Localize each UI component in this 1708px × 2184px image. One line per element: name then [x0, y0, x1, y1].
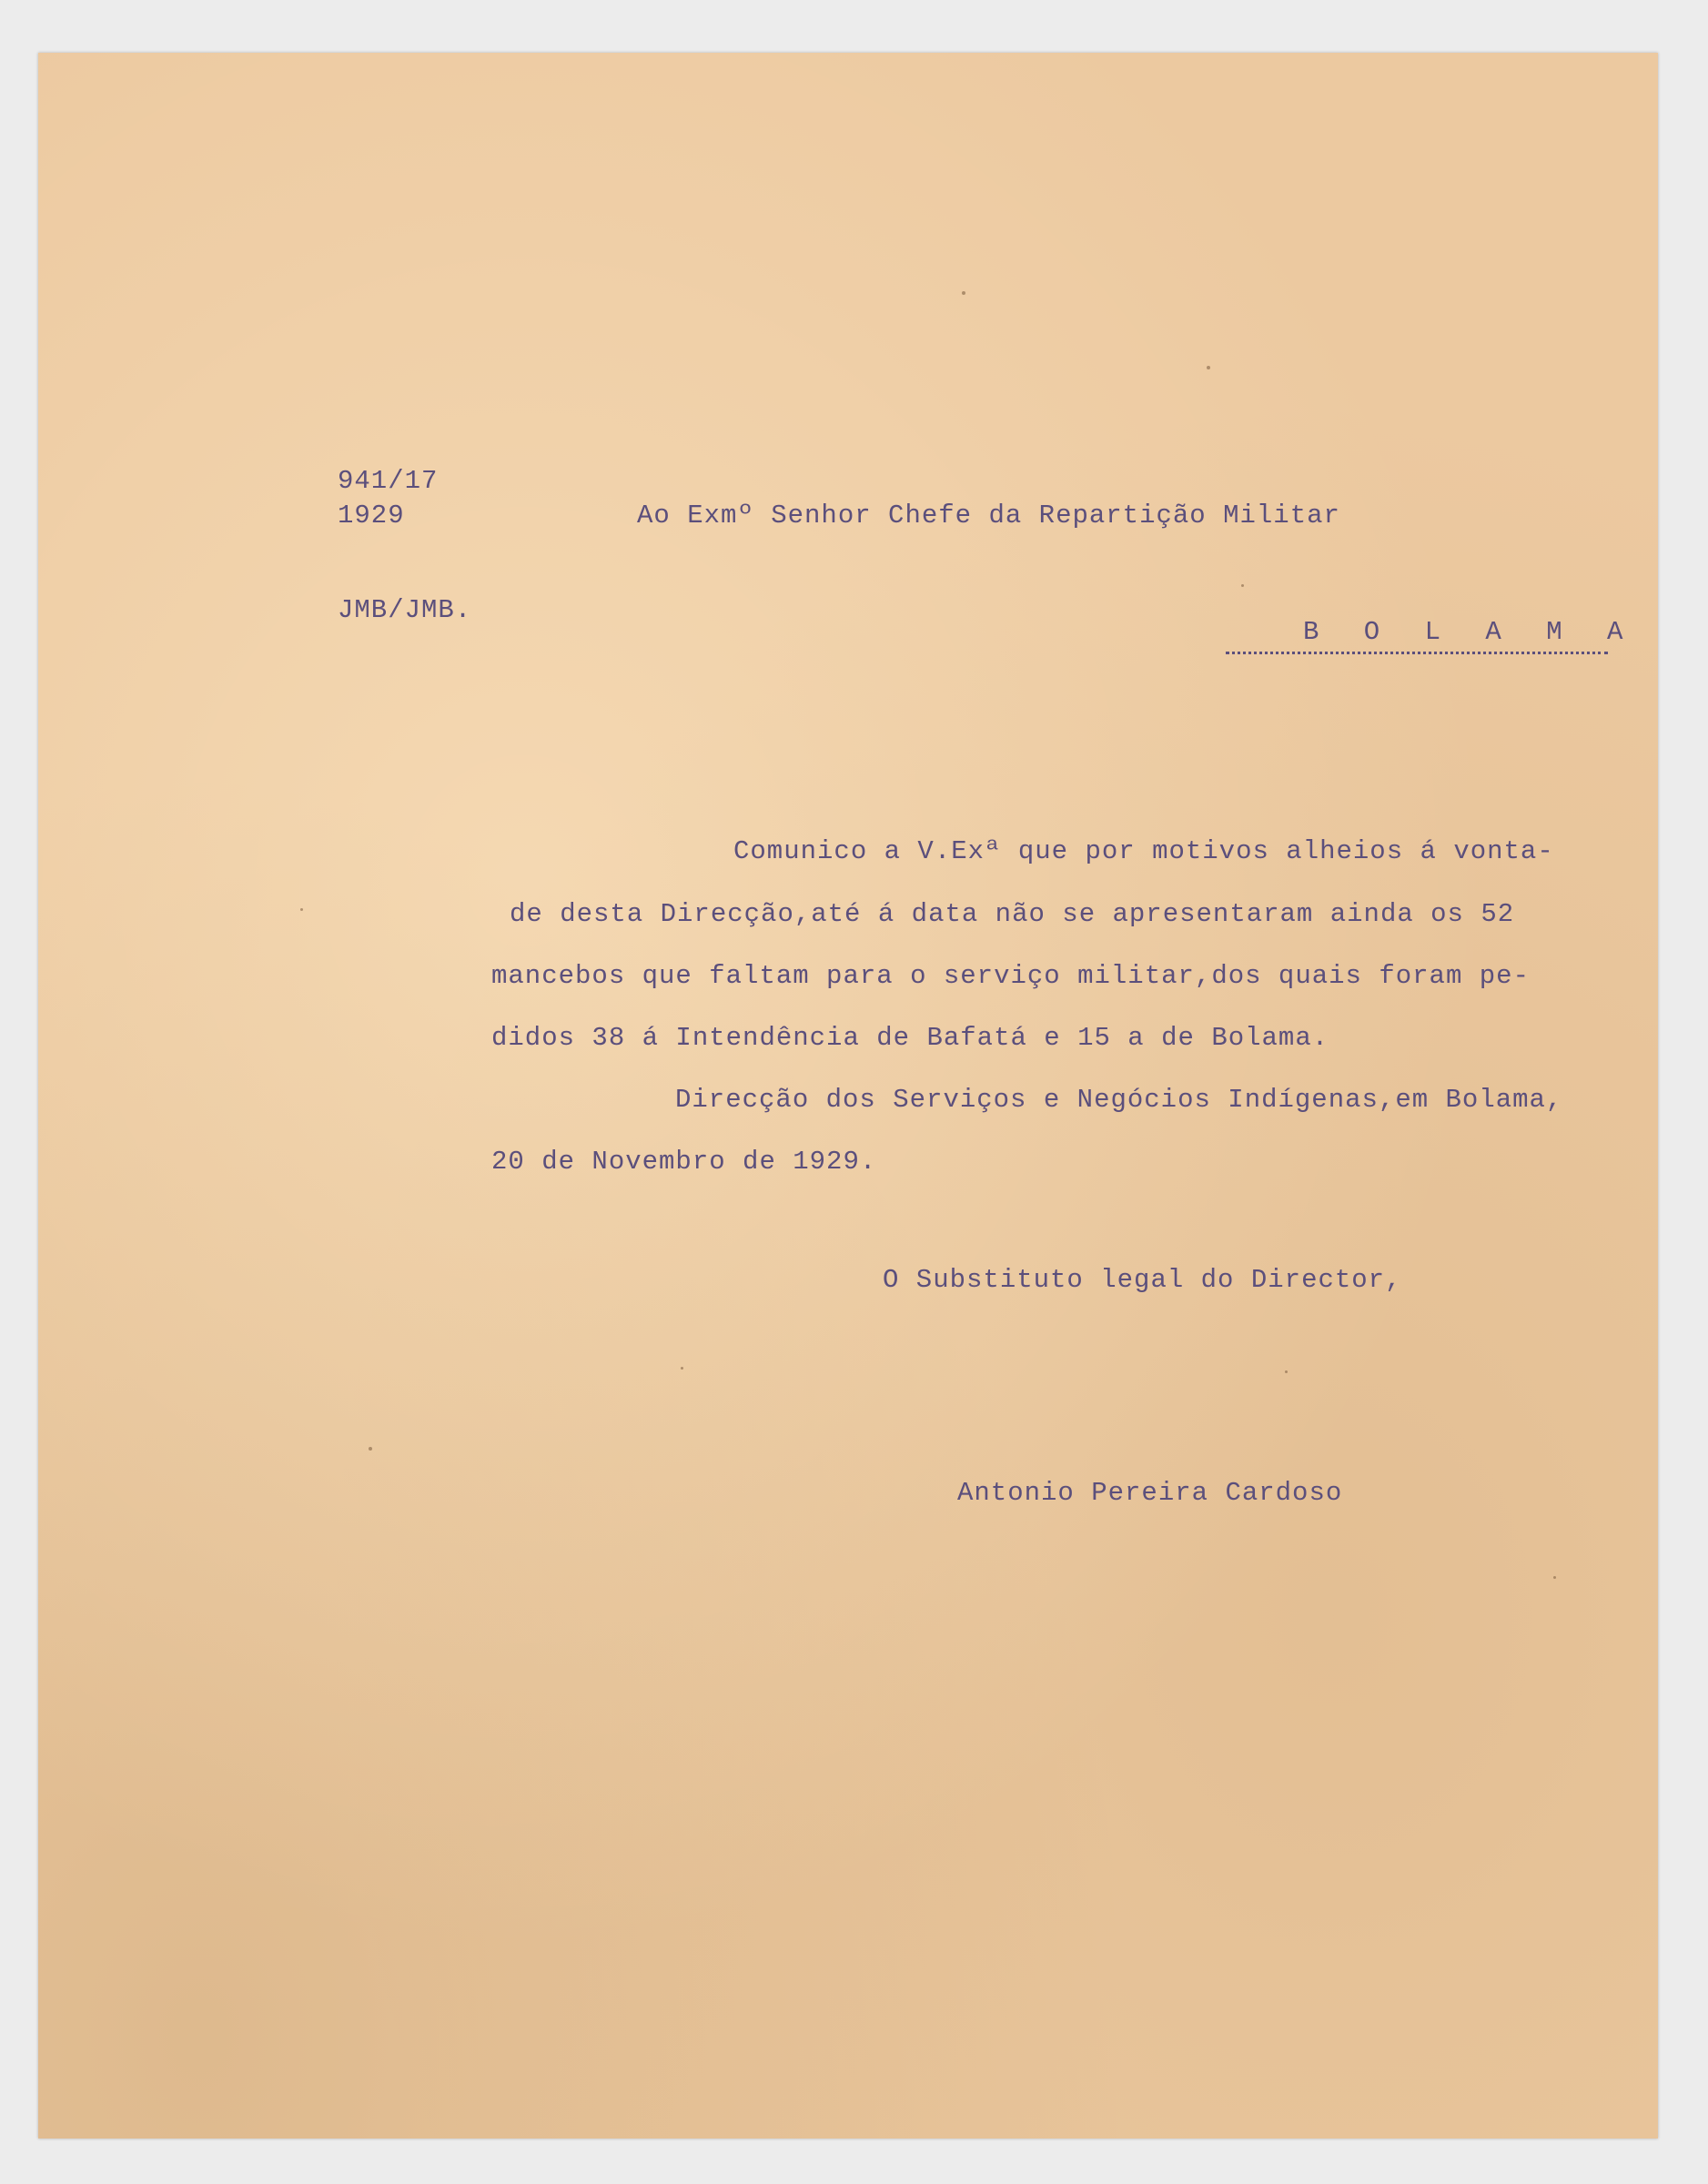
paper-speck: [681, 1367, 683, 1370]
closing-title: O Substituto legal do Director,: [883, 1265, 1402, 1295]
signatory-name: Antonio Pereira Cardoso: [957, 1478, 1343, 1508]
body-line-5: Direcção dos Serviços e Negócios Indígenas,em Bolama,: [675, 1085, 1563, 1115]
body-line-1: Comunico a V.Exª que por motivos alheios á vonta-: [733, 836, 1554, 866]
destination-place: B O L A M A: [1303, 617, 1638, 647]
reference-number: 941/17: [338, 466, 439, 496]
destination-underline: [1226, 652, 1608, 654]
body-line-6: 20 de Novembro de 1929.: [491, 1147, 877, 1177]
paper-speck: [369, 1447, 372, 1451]
typist-initials: JMB/JMB.: [338, 595, 472, 625]
reference-year: 1929: [338, 500, 405, 531]
body-line-2: de desta Direcção,até á data não se apresentaram ainda os 52: [510, 899, 1515, 929]
paper-speck: [1207, 366, 1210, 369]
paper-speck: [300, 908, 303, 911]
body-line-4: didos 38 á Intendência de Bafatá e 15 a de Bolama.: [491, 1023, 1329, 1053]
document-page: [38, 53, 1658, 2138]
paper-speck: [1241, 584, 1244, 587]
paper-speck: [1285, 1370, 1288, 1373]
addressee-line: Ao Exmº Senhor Chefe da Repartição Militar: [637, 500, 1340, 531]
body-line-3: mancebos que faltam para o serviço militar,dos quais foram pe-: [491, 961, 1530, 991]
paper-speck: [1553, 1576, 1556, 1579]
paper-speck: [962, 291, 965, 295]
